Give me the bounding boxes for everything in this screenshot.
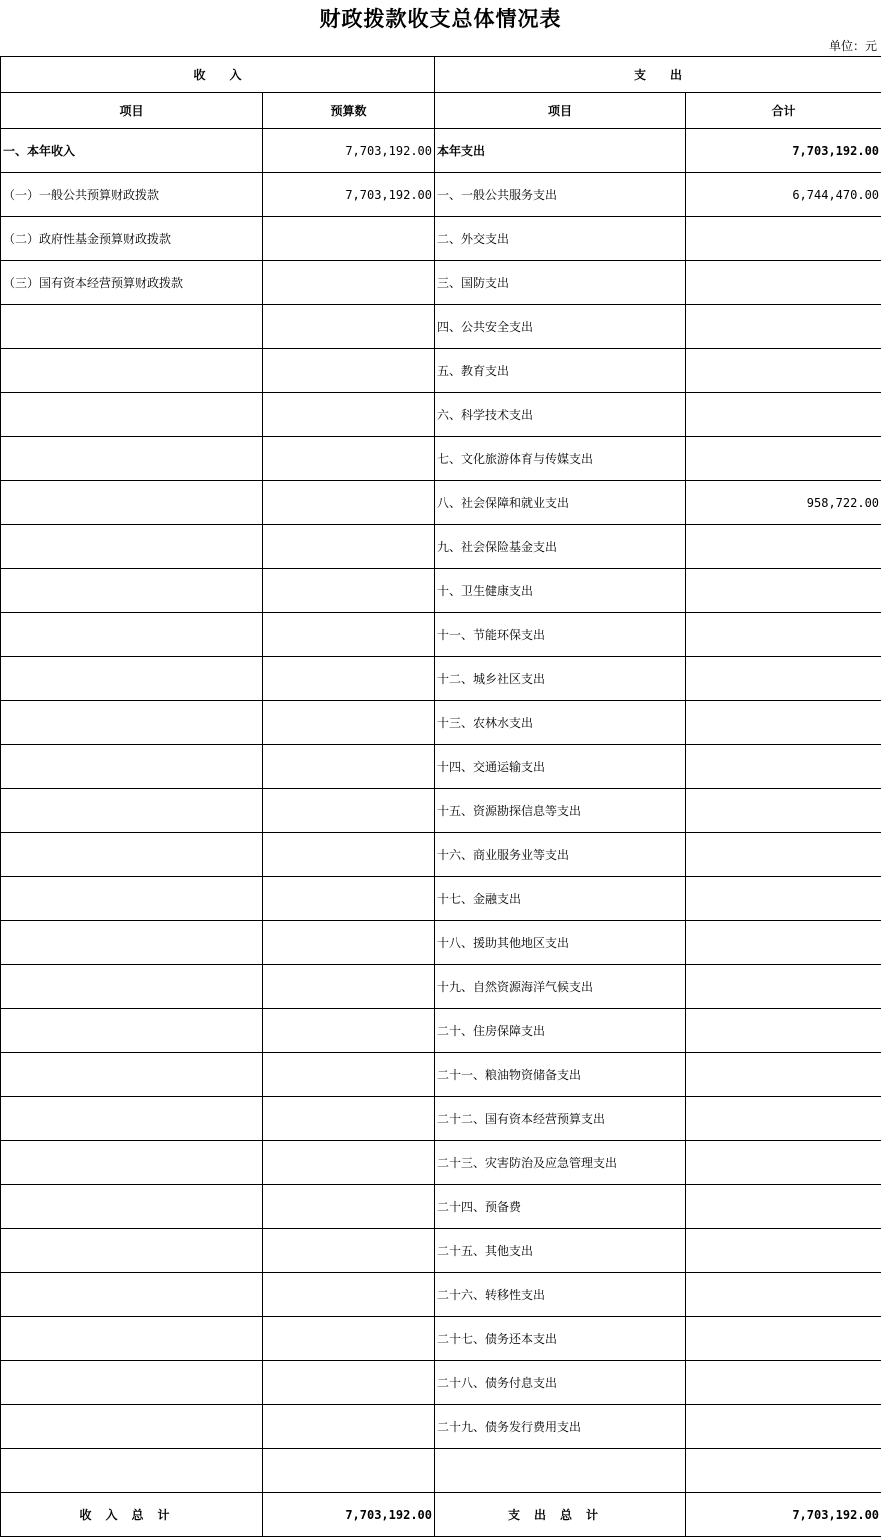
income-item-cell (1, 701, 263, 745)
expense-total-cell (686, 965, 881, 1009)
income-budget-cell (263, 437, 435, 481)
expense-total-cell (686, 1405, 881, 1449)
expense-total-cell: 958,722.00 (686, 481, 881, 525)
table-row (1, 261, 881, 305)
table-row (1, 481, 881, 525)
expense-total-cell (686, 305, 881, 349)
expense-item-cell: 二十三、灾害防治及应急管理支出 (435, 1141, 686, 1185)
income-item-cell (1, 877, 263, 921)
income-budget-cell: 7,703,192.00 (263, 129, 435, 173)
expense-item-cell: 十一、节能环保支出 (435, 613, 686, 657)
income-budget-cell (263, 217, 435, 261)
income-budget-cell (263, 261, 435, 305)
income-item-cell (1, 789, 263, 833)
table-row (1, 1185, 881, 1229)
income-budget-cell (263, 1405, 435, 1449)
expense-item-cell: 四、公共安全支出 (435, 305, 686, 349)
income-item-cell (1, 349, 263, 393)
income-item-cell: （二）政府性基金预算财政拨款 (1, 217, 263, 261)
income-total-value: 7,703,192.00 (263, 1493, 435, 1537)
income-budget-cell (263, 525, 435, 569)
expense-item-cell: 十九、自然资源海洋气候支出 (435, 965, 686, 1009)
table-row (1, 1229, 881, 1273)
income-item-cell (1, 657, 263, 701)
income-item-cell (1, 305, 263, 349)
table-row (1, 877, 881, 921)
income-item-cell (1, 965, 263, 1009)
income-item-cell (1, 437, 263, 481)
expense-total-cell (686, 657, 881, 701)
table-row (1, 1273, 881, 1317)
income-budget-cell (263, 745, 435, 789)
expense-item-cell: 二十七、债务还本支出 (435, 1317, 686, 1361)
unit-label: 单位：元 (828, 39, 877, 53)
expense-total-cell (686, 745, 881, 789)
expense-total-cell (686, 921, 881, 965)
income-item-cell (1, 393, 263, 437)
income-item-cell (1, 1405, 263, 1449)
expense-total-cell: 7,703,192.00 (686, 129, 881, 173)
expense-total-cell (686, 217, 881, 261)
income-item-header: 项目 (1, 93, 263, 129)
expense-total-cell (686, 1009, 881, 1053)
income-budget-cell (263, 1185, 435, 1229)
table-row (1, 789, 881, 833)
budget-table (0, 56, 881, 1537)
budget-table-body (1, 57, 881, 1537)
expense-item-cell: 二十、住房保障支出 (435, 1009, 686, 1053)
income-item-cell (1, 569, 263, 613)
expense-total-header: 合计 (686, 93, 881, 129)
income-item-cell: （三）国有资本经营预算财政拨款 (1, 261, 263, 305)
income-item-cell (1, 1317, 263, 1361)
table-row (1, 217, 881, 261)
expense-total-cell (686, 349, 881, 393)
expense-item-cell: 本年支出 (435, 129, 686, 173)
income-item-cell (1, 481, 263, 525)
income-budget-cell (263, 789, 435, 833)
income-budget-cell (263, 921, 435, 965)
expense-item-cell: 七、文化旅游体育与传媒支出 (435, 437, 686, 481)
income-item-cell (1, 745, 263, 789)
table-row (1, 921, 881, 965)
income-item-cell (1, 1361, 263, 1405)
income-item-cell (1, 1273, 263, 1317)
expense-total-cell (686, 1053, 881, 1097)
income-item-cell (1, 1009, 263, 1053)
income-budget-cell (263, 569, 435, 613)
income-item-cell: 一、本年收入 (1, 129, 263, 173)
income-budget-cell (263, 833, 435, 877)
expense-total-cell (686, 1141, 881, 1185)
income-budget-cell (263, 965, 435, 1009)
income-section-header: 收 入 (1, 57, 435, 93)
expense-item-cell: 二十九、债务发行费用支出 (435, 1405, 686, 1449)
expense-item-cell (435, 1449, 686, 1493)
table-row (1, 1361, 881, 1405)
table-row (1, 745, 881, 789)
expense-total-cell (686, 877, 881, 921)
expense-item-cell: 十七、金融支出 (435, 877, 686, 921)
expense-item-cell: 二十八、债务付息支出 (435, 1361, 686, 1405)
expense-total-cell (686, 789, 881, 833)
table-row (1, 701, 881, 745)
table-row (1, 525, 881, 569)
income-item-cell: （一）一般公共预算财政拨款 (1, 173, 263, 217)
expense-total-cell (686, 1229, 881, 1273)
expense-total-cell (686, 1449, 881, 1493)
table-row (1, 393, 881, 437)
table-row (1, 173, 881, 217)
income-item-cell (1, 525, 263, 569)
expense-total-cell (686, 437, 881, 481)
income-budget-cell (263, 393, 435, 437)
expense-total-cell (686, 701, 881, 745)
income-item-cell (1, 1097, 263, 1141)
income-budget-cell: 7,703,192.00 (263, 173, 435, 217)
expense-item-cell: 二十四、预备费 (435, 1185, 686, 1229)
expense-item-cell: 三、国防支出 (435, 261, 686, 305)
income-budget-cell (263, 305, 435, 349)
expense-item-cell: 二十二、国有资本经营预算支出 (435, 1097, 686, 1141)
table-row (1, 1009, 881, 1053)
expense-item-cell: 九、社会保险基金支出 (435, 525, 686, 569)
income-item-cell (1, 921, 263, 965)
income-budget-cell (263, 1097, 435, 1141)
table-row (1, 1449, 881, 1493)
table-row (1, 349, 881, 393)
expense-total-cell (686, 261, 881, 305)
income-budget-cell (263, 1317, 435, 1361)
table-row (1, 305, 881, 349)
expense-total-cell (686, 393, 881, 437)
table-row (1, 1405, 881, 1449)
expense-item-cell: 十八、援助其他地区支出 (435, 921, 686, 965)
income-budget-cell (263, 1141, 435, 1185)
income-item-cell (1, 613, 263, 657)
expense-total-cell (686, 525, 881, 569)
income-item-cell (1, 1141, 263, 1185)
table-row (1, 129, 881, 173)
income-budget-cell (263, 481, 435, 525)
header-row-columns (1, 93, 881, 129)
income-item-cell (1, 1053, 263, 1097)
expense-item-cell: 十四、交通运输支出 (435, 745, 686, 789)
income-budget-header: 预算数 (263, 93, 435, 129)
income-budget-cell (263, 1361, 435, 1405)
table-row (1, 1141, 881, 1185)
income-total-label: 收入总计 (1, 1493, 263, 1537)
expense-total-cell (686, 1361, 881, 1405)
expense-item-cell: 二、外交支出 (435, 217, 686, 261)
table-row (1, 437, 881, 481)
table-row (1, 569, 881, 613)
expense-item-cell: 二十五、其他支出 (435, 1229, 686, 1273)
income-budget-cell (263, 1229, 435, 1273)
page-title: 财政拨款收支总体情况表 (319, 7, 562, 31)
income-budget-cell (263, 877, 435, 921)
expense-item-cell: 二十六、转移性支出 (435, 1273, 686, 1317)
table-row (1, 1053, 881, 1097)
expense-item-header: 项目 (435, 93, 686, 129)
income-item-cell (1, 1185, 263, 1229)
table-row (1, 613, 881, 657)
expense-item-cell: 二十一、粮油物资储备支出 (435, 1053, 686, 1097)
expense-item-cell: 一、一般公共服务支出 (435, 173, 686, 217)
expense-total-value: 7,703,192.00 (686, 1493, 881, 1537)
expense-total-cell (686, 833, 881, 877)
table-row (1, 833, 881, 877)
expense-item-cell: 六、科学技术支出 (435, 393, 686, 437)
expense-item-cell: 十、卫生健康支出 (435, 569, 686, 613)
table-row (1, 657, 881, 701)
income-item-cell (1, 833, 263, 877)
expense-item-cell: 八、社会保障和就业支出 (435, 481, 686, 525)
income-item-cell (1, 1449, 263, 1493)
expense-item-cell: 十三、农林水支出 (435, 701, 686, 745)
expense-total-cell (686, 1185, 881, 1229)
header-row-sections (1, 57, 881, 93)
totals-row (1, 1493, 881, 1537)
table-row (1, 1317, 881, 1361)
table-row (1, 965, 881, 1009)
expense-total-cell (686, 613, 881, 657)
expense-total-cell (686, 1097, 881, 1141)
expense-total-label: 支出总计 (435, 1493, 686, 1537)
expense-total-cell (686, 569, 881, 613)
table-row (1, 1097, 881, 1141)
expense-item-cell: 五、教育支出 (435, 349, 686, 393)
expense-item-cell: 十二、城乡社区支出 (435, 657, 686, 701)
income-budget-cell (263, 1053, 435, 1097)
income-budget-cell (263, 1273, 435, 1317)
income-item-cell (1, 1229, 263, 1273)
expense-total-cell (686, 1317, 881, 1361)
income-budget-cell (263, 1449, 435, 1493)
income-budget-cell (263, 657, 435, 701)
income-budget-cell (263, 701, 435, 745)
expense-section-header: 支 出 (435, 57, 881, 93)
expense-total-cell: 6,744,470.00 (686, 173, 881, 217)
expense-total-cell (686, 1273, 881, 1317)
income-budget-cell (263, 1009, 435, 1053)
income-budget-cell (263, 349, 435, 393)
expense-item-cell: 十六、商业服务业等支出 (435, 833, 686, 877)
income-budget-cell (263, 613, 435, 657)
expense-item-cell: 十五、资源勘探信息等支出 (435, 789, 686, 833)
